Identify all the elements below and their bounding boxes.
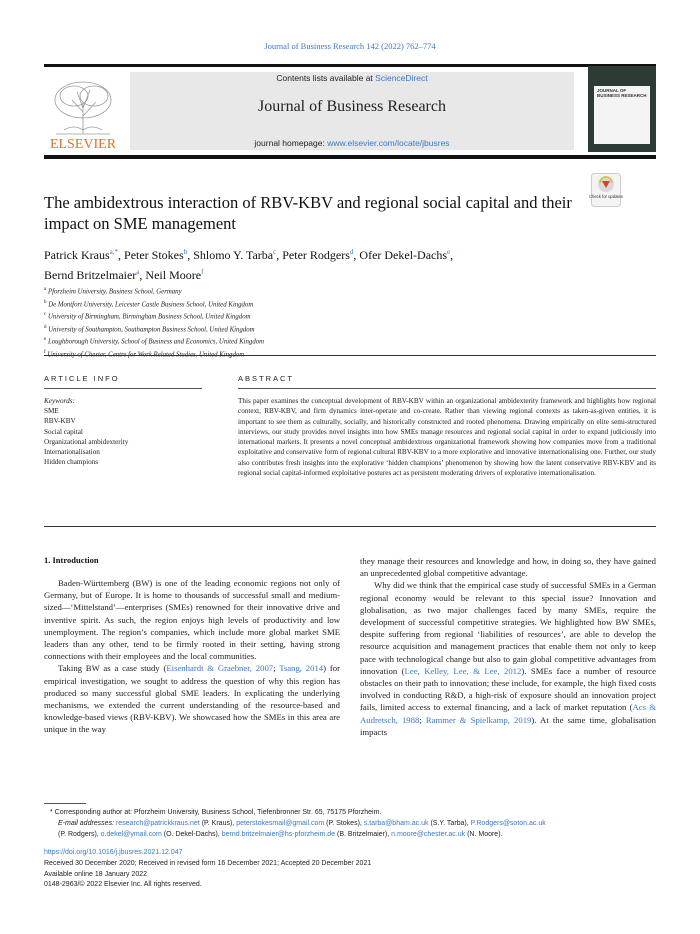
keyword-item: Hidden champions (44, 458, 99, 467)
keyword-item: RBV-KBV (44, 417, 76, 426)
header-bottom-rule (44, 155, 656, 159)
section-divider (44, 355, 656, 356)
affiliation-item: $^d$ University of Southampton, Southampton Business School, United Kingdom (44, 324, 255, 333)
keyword-item: Organizational ambidexterity (44, 437, 129, 446)
homepage-link[interactable]: www.elsevier.com/locate/jbusres (327, 138, 450, 148)
affiliation-item: $^a$ Pforzheim University, Business School, Germany (44, 287, 182, 296)
keyword-item: Social capital (44, 427, 83, 436)
contents-prefix: Contents lists available at (276, 73, 376, 83)
email-link[interactable]: s.tarba@bham.ac.uk (363, 819, 429, 827)
cover-title: JOURNAL OF BUSINESS RESEARCH (597, 88, 647, 98)
email-link[interactable]: o.dekel@ymail.com (100, 830, 162, 838)
contents-line (130, 73, 574, 83)
author-list: Patrick Kraus$^{a,*}$, Peter Stokes$^b$, Shlomo Y. Tarba$^c$, Peter Rodgers$^d$, Ofer Dekel-Dachs$^e$, Bernd Britzelmaier$^a$, Neil Moore$^f$ (44, 248, 454, 282)
available-online: Available online 18 January 2022 (44, 870, 148, 878)
email-addresses: E-mail addresses: research@patrickkraus.net (P. Kraus), peterstokesmail@gmail.com (P. Stokes), s.tarba@bham.ac.uk (S.Y. Tarba), P.Rodgers@soton.ac.uk (P. Rodgers), o.dekel@ymail.com (O. Dekel-Dachs), bernd.britzelmaier@hs-pforzheim.de (B. Britzelmaier), n.moore@chester.ac.uk (N. Moore). (58, 819, 546, 838)
keyword-item: Internationalisation (44, 448, 100, 457)
copyright: 0148-2963/© 2022 Elsevier Inc. All rights reserved. (44, 881, 202, 889)
author-name: Neil Moore (145, 268, 202, 282)
author-affil-marker[interactable]: a,* (109, 248, 119, 256)
author-name: Ofer Dekel-Dachs (359, 248, 448, 262)
affiliation-item: $^b$ De Montfort University, Leicester Castle Business School, United Kingdom (44, 299, 254, 308)
abstract-rule (238, 388, 656, 389)
keywords-label: Keywords: (44, 397, 75, 405)
author-name: Peter Rodgers (282, 248, 350, 262)
article-metadata (44, 848, 656, 891)
author-affil-marker[interactable]: d (349, 248, 354, 256)
homepage-prefix: journal homepage: (254, 138, 328, 148)
sciencedirect-link[interactable]: ScienceDirect (375, 73, 428, 83)
affiliation-item: f (44, 349, 46, 355)
cover-panel (594, 86, 650, 144)
reference-link[interactable]: Eisenhardt & Graebner, 2007 (166, 663, 274, 674)
abstract-heading: ABSTRACT (238, 374, 295, 383)
corresponding-author-note: * Corresponding author at: Pforzheim University, Business School, Tiefenbronner Str. 65, 75175 Pforzheim. (50, 809, 382, 816)
journal-name: Journal of Business Research (258, 98, 446, 115)
affiliation-item: $^c$ University of Birmingham, Birmingham Business School, United Kingdom (44, 312, 251, 321)
keyword-item: SME (44, 407, 59, 416)
author-affil-marker[interactable]: f (201, 268, 204, 276)
affiliation-item: $^e$ Loughborough University, School of Business and Economics, United Kingdom (44, 337, 265, 346)
email-link[interactable]: P.Rodgers@soton.ac.uk (470, 819, 546, 827)
elsevier-logo (44, 72, 122, 152)
reference-link[interactable]: Acs & Audretsch, 1988 (360, 702, 656, 725)
footnotes (44, 808, 656, 840)
article-title: The ambidextrous interaction of RBV-KBV and regional social capital and their impact on SME management (44, 193, 572, 233)
author-affil-marker[interactable]: a (136, 268, 140, 276)
abstract-text: This paper examines the conceptual development of RBV-KBV within an organizational ambidexterity framework and highlights how regional context, RBV-KBV, and firm dynamics inter-operate and co-create. Rather than viewing regional contexts as taken-as-given entities, it is important to see them as culturally, socially, and historically constructed and rooted phenomena. Drawing empirically on elite semi-structured interviews, our study provides novel insights into how SMEs manage resources and regional social capital in order to expand judiciously into international markets. It presents a novel conceptual ambidextrous organizational framework showing how companies move from a traditional exploitative and conservative form of regional cultural RBV-KBV to a more explorative and innovative internationalising one. Further, our study also contributes fresh insights into the explorative ‘hidden champions’ phenomenon by showing how the latent conservative RBV-KBV and its regional social capital-informed exploitative postures act as persistent moderating drivers of explorative internationalisation. (238, 397, 656, 478)
author-name: Patrick Kraus (44, 248, 110, 262)
reference-link[interactable]: Tsang, 2014 (279, 663, 324, 674)
doi-link[interactable]: https://doi.org/10.1016/j.jbusres.2021.12.047 (44, 849, 183, 856)
author-affil-marker[interactable]: b (183, 248, 188, 256)
check-updates-label: Check for updates (589, 194, 623, 199)
introduction-heading: 1. Introduction (44, 555, 99, 565)
paragraph: Why did we think that the empirical case study of successful SMEs in a German regional economy would be relevant to this special issue? Innovation and globalisation, as two major challenges faced by many SMEs, require the development of successful competitive strategies. We highlighted how BW SMEs, despite suffering from regional ‘liabilities of resources’, are able to develop the resource acquisition and management practices that enable them not only to keep pace with technological change but also to gain global competitive advantages from innovation (Lee, Kelley, Lee, & Lee, 2012). SMEs face a number of resource obstacles on their path to innovation; these include, for example, the high fixed costs involved in conducting R&D, a high-risk of exposure should an innovation project fails, limited access to external financing, and a lack of market reputation (Acs & Audretsch, 1988; Rammer & Spielkamp, 2019). At the same time, globalisation impacts (360, 580, 657, 737)
keywords-block (44, 396, 204, 467)
check-for-updates-badge[interactable] (591, 173, 621, 207)
received-dates: Received 30 December 2020; Received in revised form 16 December 2021; Accepted 20 December 2021 (44, 859, 372, 867)
email-link[interactable]: peterstokesmail@gmail.com (236, 819, 325, 827)
paragraph: they manage their resources and knowledge and how, in doing so, they have gained an unprecedented global competitive advantage. (360, 556, 656, 579)
article-info-heading: ARTICLE INFO (44, 374, 120, 383)
body-column-right (360, 555, 656, 738)
email-link[interactable]: bernd.britzelmaier@hs-pforzheim.de (221, 830, 336, 838)
reference-link[interactable]: Rammer & Spielkamp, 2019 (425, 714, 532, 725)
email-link[interactable]: research@patrickkraus.net (115, 819, 200, 827)
author-name: Peter Stokes (124, 248, 184, 262)
journal-cover-thumbnail[interactable] (588, 66, 656, 152)
paragraph: Baden-Württemberg (BW) is one of the leading economic regions not only of Germany, but of Europe. It is home to thousands of successful small and medium-sized—‘Mittelstand’—enterprises (SMEs) renowned for their innovative drive and inventive spirit. As such, the region enjoys high levels of productivity and low unemployment. The region’s companies, which include more global market SME leaders than any other, tend to be firmly rooted in their setting, having strong connections with their employees and the local communities. (44, 578, 340, 662)
paragraph: Taking BW as a case study (Eisenhardt & Graebner, 2007; Tsang, 2014) for empirical investigation, we sought to address the question of why this region has produced so many successful global SME leaders. In explicating the underlying mechanisms, we extended the current understanding of the resource-based and knowledge-based views (RBV-KBV). We showcased how the SMEs in this area are unique in the way (44, 663, 340, 735)
section-divider (44, 526, 656, 527)
elsevier-wordmark: ELSEVIER (49, 137, 117, 152)
homepage-line (130, 138, 574, 148)
footnote-rule (44, 803, 86, 804)
author-name: Bernd Britzelmaier (44, 268, 137, 282)
author-affil-marker[interactable]: c (273, 248, 277, 256)
header-top-rule (44, 64, 656, 67)
email-label: E-mail addresses: (58, 819, 115, 827)
author-affil-marker[interactable]: e (447, 248, 451, 256)
journal-citation[interactable]: Journal of Business Research 142 (2022) 762–774 (264, 41, 436, 51)
reference-link[interactable]: Lee, Kelley, Lee, & Lee, 2012 (404, 665, 522, 676)
body-column-left (44, 577, 340, 736)
email-link[interactable]: n.moore@chester.ac.uk (391, 830, 466, 838)
article-info-rule (44, 388, 202, 389)
author-name: Shlomo Y. Tarba (193, 248, 274, 262)
affiliation-list (44, 285, 604, 360)
